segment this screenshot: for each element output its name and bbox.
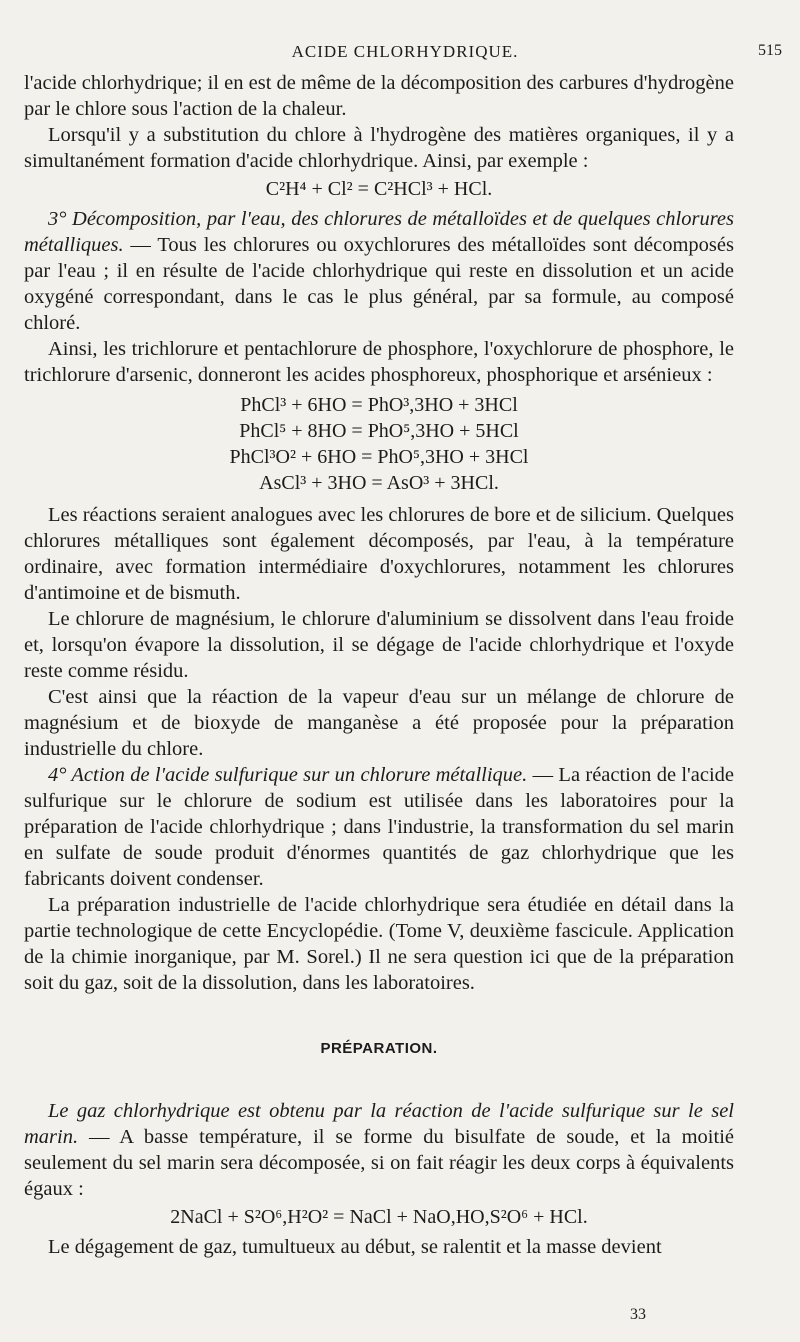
- formula-block: [24, 392, 734, 496]
- paragraph-text: — A basse température, il se forme du bisulfate de soude, et la moitié seulement du sel marin sera décomposée, si on fait réagir les deux corps à équivalents égaux :: [24, 1126, 734, 1200]
- paragraph: [24, 206, 734, 336]
- formula: PhCl³ + 6HO = PhO³,3HO + 3HCl: [240, 394, 518, 416]
- page-body: [24, 70, 734, 1260]
- section-heading: PRÉPARATION.: [320, 1040, 438, 1057]
- page-number: 515: [758, 42, 782, 59]
- formula: 2NaCl + S²O⁶,H²O² = NaCl + NaO,HO,S²O⁶ + HCl.: [170, 1206, 588, 1228]
- formula: PhCl⁵ + 8HO = PhO⁵,3HO + 5HCl: [239, 420, 519, 442]
- paragraph-lead: 4° Action de l'acide sulfurique sur un chlorure métallique.: [48, 764, 528, 786]
- paragraph-text: — La réaction de l'acide sulfurique sur le chlorure de sodium est utilisée dans les laboratoires pour la préparation de l'acide chlorhydrique ; dans l'industrie, la transformation du sel marin en sulfate de soude produit d'énormes quantités de gaz chlorhydrique que les fabricants doivent condenser.: [24, 764, 734, 890]
- paragraph: C'est ainsi que la réaction de la vapeur d'eau sur un mélange de chlorure de magnésium et de bioxyde de manganèse a été proposée pour la préparation industrielle du chlore.: [24, 686, 734, 760]
- formula: PhCl³O² + 6HO = PhO⁵,3HO + 3HCl: [229, 446, 529, 468]
- running-title: ACIDE CHLORHYDRIQUE.: [291, 42, 519, 61]
- paragraph-text: — Tous les chlorures ou oxychlorures des métalloïdes sont décomposés par l'eau ; il en résulte de l'acide chlorhydrique qui reste en dissolution et un acide oxygéné correspondant, dans le cas le plus général, par sa formule, au composé chloré.: [24, 234, 734, 334]
- paragraph: [24, 1098, 734, 1202]
- paragraph: Les réactions seraient analogues avec les chlorures de bore et de silicium. Quelques chlorures métalliques sont également décomposés, par l'eau, à la température ordinaire, avec formation intermédiaire d'oxychlorures, notamment les chlorures d'antimoine et de bismuth.: [24, 504, 734, 604]
- paragraph: Le chlorure de magnésium, le chlorure d'aluminium se dissolvent dans l'eau froide et, lorsqu'on évapore la dissolution, il se dégage de l'acide chlorhydrique et l'oxyde reste comme résidu.: [24, 608, 734, 682]
- paragraph: [24, 762, 734, 892]
- paragraph: Ainsi, les trichlorure et pentachlorure de phosphore, l'oxychlorure de phosphore, le trichlorure d'arsenic, donneront les acides phosphoreux, phosphorique et arsénieux :: [24, 338, 734, 386]
- running-head: [20, 38, 790, 64]
- formula: AsCl³ + 3HO = AsO³ + 3HCl.: [259, 472, 499, 494]
- paragraph-lead: 3° Décomposition, par l'eau, des chlorures de métalloïdes et de quelques chlorures métalliques.: [24, 208, 734, 256]
- paragraph: l'acide chlorhydrique; il en est de même de la décomposition des carbures d'hydrogène par le chlore sous l'action de la chaleur.: [24, 72, 734, 120]
- paragraph: La préparation industrielle de l'acide chlorhydrique sera étudiée en détail dans la partie technologique de cette Encyclopédie. (Tome V, deuxième fascicule. Application de la chimie inorganique, par M. Sorel.) Il ne sera question ici que de la préparation soit du gaz, soit de la dissolution, dans les laboratoires.: [24, 894, 734, 994]
- paragraph: Le dégagement de gaz, tumultueux au début, se ralentit et la masse devient: [48, 1236, 662, 1258]
- formula: C²H⁴ + Cl² = C²HCl³ + HCl.: [265, 178, 493, 200]
- signature-mark: 33: [630, 1306, 646, 1323]
- paragraph: Lorsqu'il y a substitution du chlore à l'hydrogène des matières organiques, il y a simultanément formation d'acide chlorhydrique. Ainsi, par exemple :: [24, 124, 734, 172]
- paragraph-lead: Le gaz chlorhydrique est obtenu par la réaction de l'acide sulfurique sur le sel marin.: [24, 1100, 734, 1148]
